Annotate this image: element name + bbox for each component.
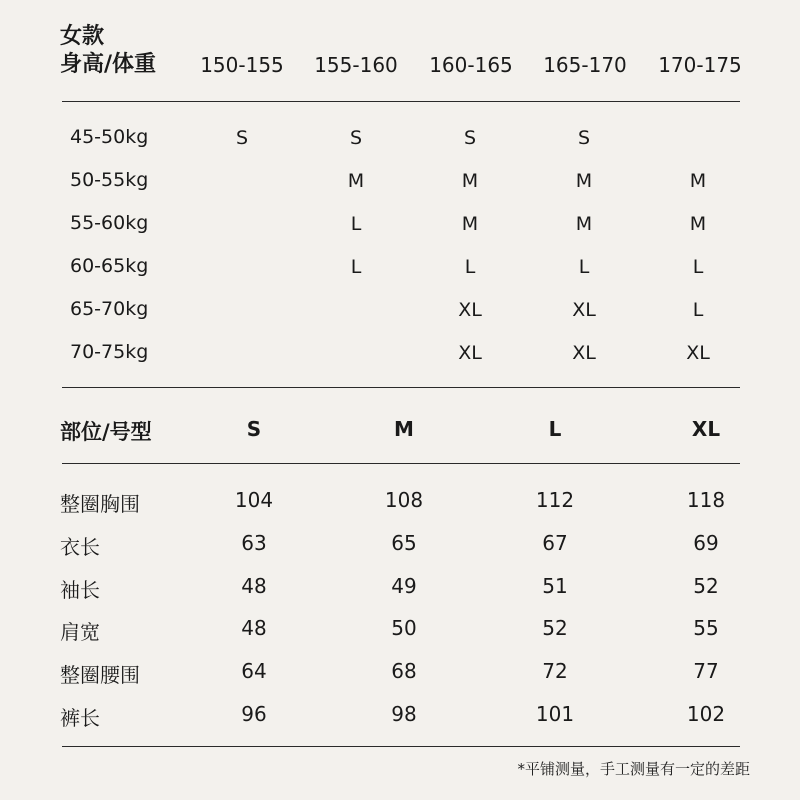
measure-value: 63 <box>241 531 267 555</box>
measure-table-title: 部位/号型 <box>60 420 152 444</box>
measure-value: 112 <box>535 488 575 512</box>
measure-value: 48 <box>241 616 267 640</box>
measure-value: 52 <box>542 616 568 640</box>
measure-value: 55 <box>693 616 719 640</box>
measure-value: 102 <box>686 702 726 726</box>
height-col-1: 150-155 <box>200 53 284 77</box>
size-cell: L <box>350 213 362 235</box>
size-cell: M <box>689 213 707 235</box>
size-cell: L <box>692 299 704 321</box>
measure-value: 108 <box>384 488 424 512</box>
height-col-4: 165-170 <box>543 53 627 77</box>
weight-label: 60-65kg <box>70 255 149 277</box>
divider-middle <box>62 387 740 388</box>
size-cell: M <box>461 213 479 235</box>
size-cell: XL <box>572 342 596 364</box>
size-cell: M <box>347 170 365 192</box>
measure-label: 衣长 <box>60 535 100 559</box>
measure-label: 肩宽 <box>60 620 100 644</box>
size-col-m: M <box>394 417 414 441</box>
measure-value: 69 <box>693 531 719 555</box>
size-cell: XL <box>458 342 482 364</box>
measure-value: 98 <box>391 702 417 726</box>
footnote: *平铺测量，手工测量有一定的差距 <box>517 760 750 778</box>
size-cell: S <box>235 127 249 149</box>
divider-bottom <box>62 746 740 747</box>
size-cell: XL <box>458 299 482 321</box>
size-cell: M <box>575 213 593 235</box>
size-col-l: L <box>548 417 562 441</box>
divider-top <box>62 101 740 102</box>
weight-label: 55-60kg <box>70 212 149 234</box>
measure-label: 整圈腰围 <box>60 663 140 687</box>
measure-value: 64 <box>241 659 267 683</box>
fit-table-title-line1: 女款 <box>60 24 105 49</box>
size-cell: M <box>689 170 707 192</box>
measure-value: 51 <box>542 574 568 598</box>
measure-value: 52 <box>693 574 719 598</box>
size-cell: M <box>461 170 479 192</box>
measure-value: 101 <box>535 702 575 726</box>
measure-value: 77 <box>693 659 719 683</box>
measure-value: 68 <box>391 659 417 683</box>
weight-label: 45-50kg <box>70 126 149 148</box>
size-col-xl: XL <box>691 417 721 441</box>
measure-value: 118 <box>686 488 726 512</box>
size-col-s: S <box>246 417 262 441</box>
height-col-3: 160-165 <box>429 53 513 77</box>
measure-value: 72 <box>542 659 568 683</box>
weight-label: 65-70kg <box>70 298 149 320</box>
size-cell: S <box>577 127 591 149</box>
height-col-5: 170-175 <box>658 53 742 77</box>
fit-table-title-line2: 身高/体重 <box>60 52 157 77</box>
weight-label: 50-55kg <box>70 169 149 191</box>
size-cell: L <box>692 256 704 278</box>
size-cell: XL <box>686 342 710 364</box>
size-cell: L <box>578 256 590 278</box>
measure-value: 48 <box>241 574 267 598</box>
measure-label: 整圈胸围 <box>60 492 140 516</box>
measure-value: 104 <box>234 488 274 512</box>
size-cell: M <box>575 170 593 192</box>
measure-value: 96 <box>241 702 267 726</box>
measure-value: 67 <box>542 531 568 555</box>
divider-measure-header <box>62 463 740 464</box>
size-cell: L <box>464 256 476 278</box>
measure-value: 50 <box>391 616 417 640</box>
measure-label: 裤长 <box>60 706 100 730</box>
measure-label: 袖长 <box>60 578 100 602</box>
measure-value: 49 <box>391 574 417 598</box>
size-cell: S <box>463 127 477 149</box>
size-cell: S <box>349 127 363 149</box>
height-col-2: 155-160 <box>314 53 398 77</box>
measure-value: 65 <box>391 531 417 555</box>
size-cell: XL <box>572 299 596 321</box>
size-cell: L <box>350 256 362 278</box>
weight-label: 70-75kg <box>70 341 149 363</box>
